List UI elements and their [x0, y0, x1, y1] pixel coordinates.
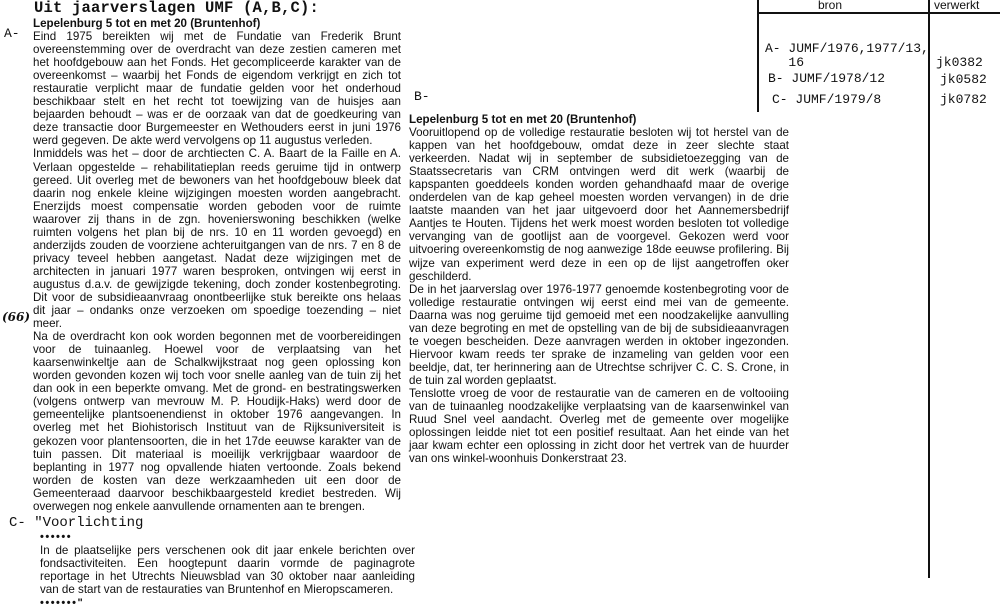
margin-mark-b: B- [414, 89, 430, 104]
section-a-paragraph: Inmiddels was het – door de archtiecten C. A. Baart de la Faille en A. Verlaan opgestelde – rehabilitatieplan reeds geruime tijd in ontwerp gereed. Uit overleg met de bewoners van het hoofdgebouw bleek dat daarin nog enkele kleine wijzigingen moesten worden aangebracht. Enerzijds moest compensatie worden geboden voor de ruimte waarover zij thans in de zgn. hovenierswoning beschikken (welke ruimten volgens het plan bij de nrs. 10 en 11 worden gevoegd) en anderzijds zouden de voorziene achteruitgangen van de nrs. 7 en 8 de privacy teveel hebben aangetast. Nadat deze wijzigingen met de architecten in januari 1977 waren besproken, ontvingen wij eerst in augustus d.a.v. de gewijzigde tekening, doch zonder kostenbegroting. Dit voor de subsidieaanvraag onontbeerlijke stuk bereikte ons helaas dit jaar – ondanks onze verzoeken om spoedige toezending – niet meer. [33, 147, 401, 331]
section-b [409, 113, 789, 465]
document-title: Uit jaarverslagen UMF (A,B,C): [34, 0, 320, 17]
section-b-paragraph: Vooruitlopend op de volledige restauratie besloten wij tot herstel van de kappen van het hoofdgebouw, omdat deze in zeer slechte staat verkeerden. Nadat wij in september de subsidietoezegging van de Staatssecretaris van CRM ontvingen werd dit werk (waarbij de kapspanten goeddeels konden worden gehandhaafd maar de overige onderdelen van de kap geheel moesten worden vervangen) in de drie laatste maanden van het jaar uitgevoerd door het Aannemersbedrijf Aantjes te Houten. Tijdens het werk moest worden besloten tot volledige vervanging van de gootlijst aan de voorgevel. Gekozen werd voor uitvoering overeenkomstig de nog aanwezige 18de eeuwse profilering. Bij wijze van experiment werd deze in een op de lijst aangetroffen oker geschilderd. [409, 126, 789, 283]
section-b-paragraph: Tenslotte vroeg de voor de restauratie van de cameren en de voltooiing van de tuinaanleg noodzakelijke verplaatsing van de kaarsenwinkel van Ruud Snel veel aandacht. Overleg met de gemeente over mogelijke oplossingen leidde niet tot een positief resultaat. Aan het einde van het jaar kwam echter een oplossing in zicht door het vertrek van de huurder van ons winkel-woonhuis Donkerstraat 23. [409, 386, 789, 466]
verwerkt-b: jk0582 [940, 72, 987, 87]
section-c-text: In de plaatselijke pers verschenen ook dit jaar enkele berichten over fondsactiviteiten. Een hoogtepunt daarin vormde de paginagrote reportage in het Utrechts Nieuwsblad van 30 oktober naar aanleiding van de start van de restauraties van Bruntenhof en Mieropscameren. [40, 544, 415, 597]
margin-mark-a: A- [4, 26, 20, 41]
header-bron: bron [818, 0, 843, 12]
verwerkt-a: jk0382 [936, 55, 983, 70]
table-column-divider [928, 0, 930, 578]
ellipsis-close: •••••••" [40, 597, 85, 609]
handwritten-mark: (66) [2, 310, 31, 324]
source-ref-c: C- JUMF/1979/8 [772, 92, 882, 107]
section-a-paragraph: Na de overdracht kon ook worden begonnen met de voorbereidingen voor de tuinaanleg. Hoewel voor de verplaatsing van het kaarsenwinkeltje aan de Schalkwijkstraat nog geen oplossing kon worden gevonden kozen wij toch voor snelle aanleg van de tuin zij het dan ook in een beperkte omvang. Met de grond- en bestratingswerken (volgens ontwerp van mevrouw M. P. Houdijk-Haks) werd door de gemeentelijke plantsoenendienst in oktober 1976 aangevangen. In overleg met het Biohistorisch Instituut van de Rijksuniversiteit is gekozen voor plantensoorten, die in het 17de eeuwse karakter van de tuin passen. Dit materiaal is moeilijk verkrijgbaar waardoor de beplanting in 1977 nog opvallende hiaten vertoonde. Zoals bekend worden de kosten van deze werkzaamheden uit een door de Gemeenteraad daarvoor beschikbaargesteld krediet bestreden. Wij overwegen nog enkele aanvullende ornamenten aan te brengen. [33, 330, 401, 513]
section-b-paragraph: De in het jaarverslag over 1976-1977 genoemde kostenbegroting voor de volledige restauratie ontvingen wij eerst eind mei van de gemeente. Daarna was nog geruime tijd gemoeid met een noodzakelijke aanvulling van deze begroting en met de opstelling van de bij de subsidieaanvragen te voegen bescheiden. Deze aanvragen werden in oktober ingezonden. Hiervoor kwam reeds ter sprake de inzameling van gelden voor een beeldje, dat, ter herinnering aan de Utrechtse schrijver C. C. S. Crone, in de tuin zal worden geplaatst. [409, 282, 789, 387]
header-verwerkt: verwerkt [934, 0, 980, 12]
section-a [33, 17, 401, 513]
section-a-heading: Lepelenburg 5 tot en met 20 (Bruntenhof) [33, 17, 261, 30]
section-b-heading: Lepelenburg 5 tot en met 20 (Bruntenhof) [409, 113, 637, 126]
source-ref-b: B- JUMF/1978/12 [768, 71, 886, 86]
table-header-rule [757, 12, 1000, 14]
ellipsis-open: •••••• [40, 531, 73, 543]
section-c-heading: C- "Voorlichting [9, 515, 144, 531]
verwerkt-c: jk0782 [940, 92, 987, 107]
section-a-paragraph: Eind 1975 bereikten wij met de Fundatie van Frederik Brunt overeenstemming over de overdracht van deze zestien cameren met het hoofdgebouw aan het Fonds. Het gecompliceerde karakter van de overeenkomst – waarbij het Fonds de eigendom verkrijgt en zich tot restauratie verplicht maar de fundatie gelden voor het onderhoud beschikbaar stelt en het recht tot toewijzing van de huisjes aan bejaarden behoudt – was er de oorzaak van dat de goedkeuring van deze transactie door Burgemeester en Wethouders eerst in juni 1976 werd gegeven. De akte werd vervolgens op 11 augustus verleden. [33, 30, 401, 148]
source-ref-a: A- JUMF/1976,1977/13, 16 [765, 41, 929, 70]
table-left-border [757, 0, 759, 112]
